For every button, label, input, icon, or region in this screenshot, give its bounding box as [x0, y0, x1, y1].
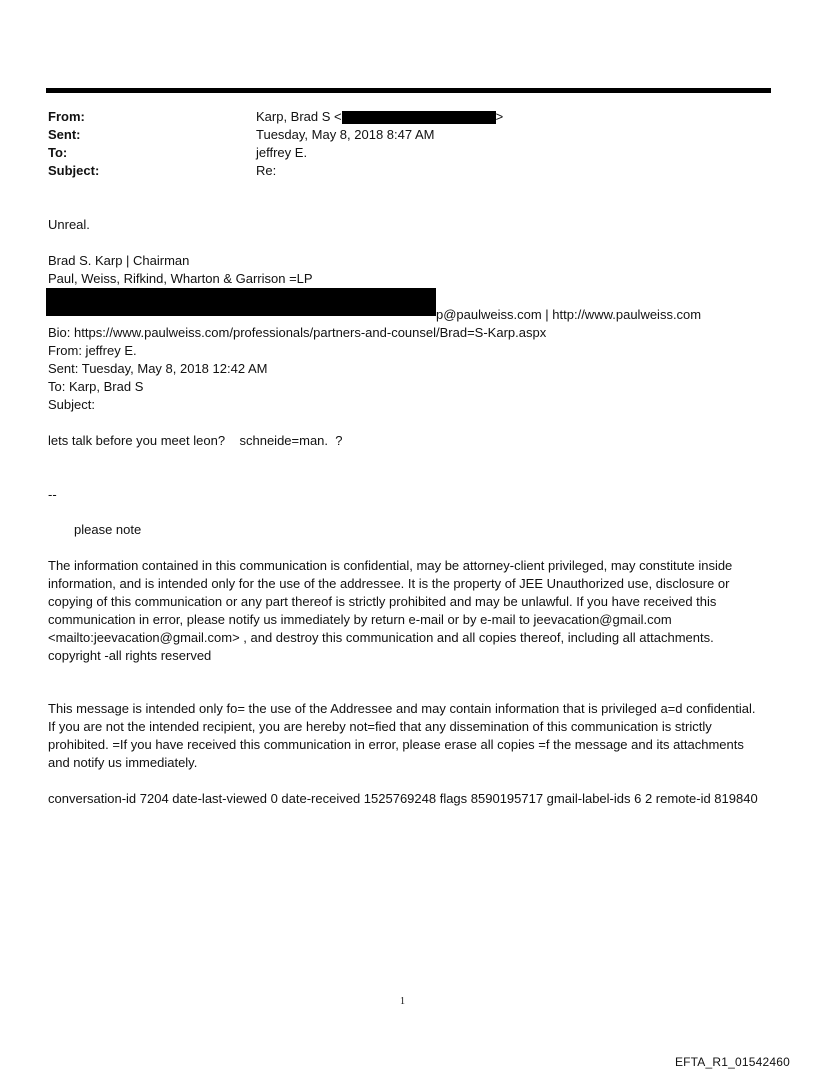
from-name: Karp, Brad S <	[256, 109, 342, 124]
confidentiality-paragraph: This message is intended only fo= the use of the Addressee and may contain information that is privileged a=d confidential. If you are not the intended recipient, you are hereby not=fied that any dissemination of this communication is strictly prohibited. =If you have received this communication in error, please erase all copies =f the message and its attachments and notify us immediately.	[48, 701, 756, 770]
signature-firm: Paul, Weiss, Rifkind, Wharton & Garrison =LP	[48, 271, 313, 286]
document-id: EFTA_R1_01542460	[674, 1055, 790, 1069]
message-metadata: conversation-id 7204 date-last-viewed 0 date-received 1525769248 flags 8590195717 gmail-label-ids 6 2 remote-id 819840	[48, 791, 758, 806]
redaction-block	[46, 288, 436, 316]
reply-text: Unreal.	[48, 217, 90, 232]
please-note: please note	[74, 522, 142, 537]
disclaimer-paragraph: The information contained in this communication is confidential, may be attorney-client privileged, may constitute inside information, and is intended only for the use of the addressee. It is the property of JEE Unauthorized use, disclosure or copying of this communication or any part thereof is strictly prohibited and may be unlawful. If you have received this communication in error, please notify us immediately by return e-mail or by e-mail to jeevacation@gmail.com <mailto:jeevacation@gmail.com> , and destroy this communication and all copies thereof, including all attachments. copyright -all rights reserved	[48, 558, 733, 663]
to-value: jeffrey E.	[256, 145, 308, 160]
signature-name: Brad S. Karp | Chairman	[48, 253, 190, 268]
from-value	[256, 108, 503, 126]
from-tail: >	[495, 109, 504, 124]
signature-bio: Bio: https://www.paulweiss.com/professionals/partners-and-counsel/Brad=S-Karp.aspx	[48, 325, 547, 340]
header-rule	[46, 88, 771, 93]
quoted-subject: Subject:	[48, 397, 95, 412]
redaction-block	[342, 111, 496, 124]
quoted-to: To: Karp, Brad S	[48, 379, 144, 394]
subject-label: Subject:	[48, 163, 100, 178]
subject-value: Re:	[256, 163, 277, 178]
quoted-message: lets talk before you meet leon? schneide=man. ?	[48, 433, 343, 448]
to-label: To:	[48, 145, 68, 160]
signature-contact: p@paulweiss.com | http://www.paulweiss.com	[436, 307, 702, 322]
sent-value: Tuesday, May 8, 2018 8:47 AM	[256, 127, 435, 142]
page-number: 1	[400, 996, 405, 1007]
sent-label: Sent:	[48, 127, 81, 142]
from-label: From:	[48, 109, 85, 124]
separator: --	[48, 487, 57, 502]
quoted-sent: Sent: Tuesday, May 8, 2018 12:42 AM	[48, 361, 268, 376]
quoted-from: From: jeffrey E.	[48, 343, 137, 358]
